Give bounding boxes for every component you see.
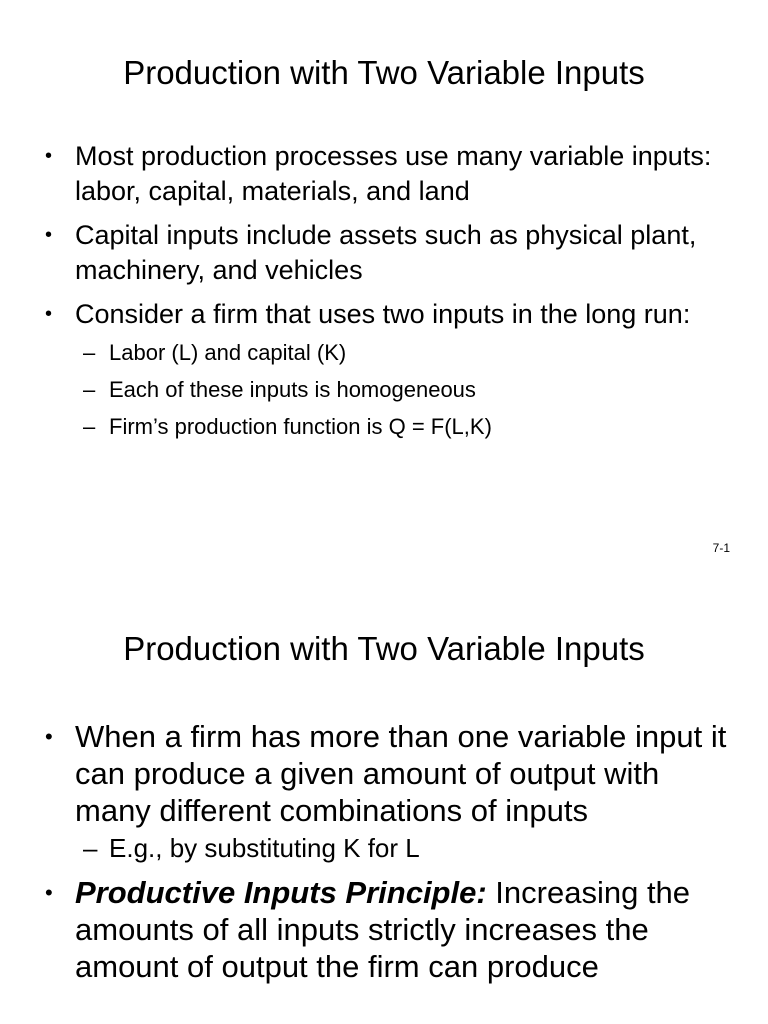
dash-icon: – (83, 377, 96, 402)
bullet-text: Increasing the amounts of all inputs strictly increases the amount of output the firm can produce (75, 875, 691, 984)
bullet-icon: • (45, 224, 53, 246)
bullet-text: When a firm has more than one variable input it can produce a given amount of output with many different combinations of inputs (75, 719, 727, 828)
dash-icon: – (83, 833, 98, 863)
slide-2 (0, 575, 768, 1024)
sub-bullet-item (75, 371, 728, 408)
sub-bullet-text: Labor (L) and capital (K) (109, 340, 347, 365)
page-number: 7-1 (712, 541, 730, 555)
dash-icon: – (83, 340, 96, 365)
bullet-item (0, 218, 768, 288)
principle-label: Productive Inputs Principle: (75, 875, 487, 910)
slide-title: Production with Two Variable Inputs (123, 630, 645, 667)
sub-bullet-item (75, 334, 728, 371)
sub-bullet-list (75, 830, 728, 866)
bullet-list (0, 718, 768, 993)
sub-bullet-list (75, 334, 728, 445)
bullet-text: Consider a firm that uses two inputs in the long run: (75, 299, 691, 329)
dash-icon: – (83, 414, 96, 439)
bullet-text: Most production processes use many variable inputs: labor, capital, materials, and land (75, 141, 712, 206)
bullet-item (0, 139, 768, 209)
bullet-icon: • (45, 303, 53, 325)
sub-bullet-text: Firm’s production function is Q = F(L,K) (109, 414, 492, 439)
bullet-icon: • (45, 724, 53, 749)
bullet-item (0, 297, 768, 445)
bullet-list (0, 139, 768, 454)
sub-bullet-item (75, 830, 728, 866)
sub-bullet-text: Each of these inputs is homogeneous (109, 377, 476, 402)
bullet-icon: • (45, 880, 53, 905)
bullet-icon: • (45, 145, 53, 167)
sub-bullet-text: E.g., by substituting K for L (109, 833, 420, 863)
slide-title: Production with Two Variable Inputs (123, 54, 645, 91)
bullet-item (0, 874, 768, 985)
sub-bullet-item (75, 408, 728, 445)
bullet-text: Capital inputs include assets such as physical plant, machinery, and vehicles (75, 220, 697, 285)
bullet-item (0, 718, 768, 866)
